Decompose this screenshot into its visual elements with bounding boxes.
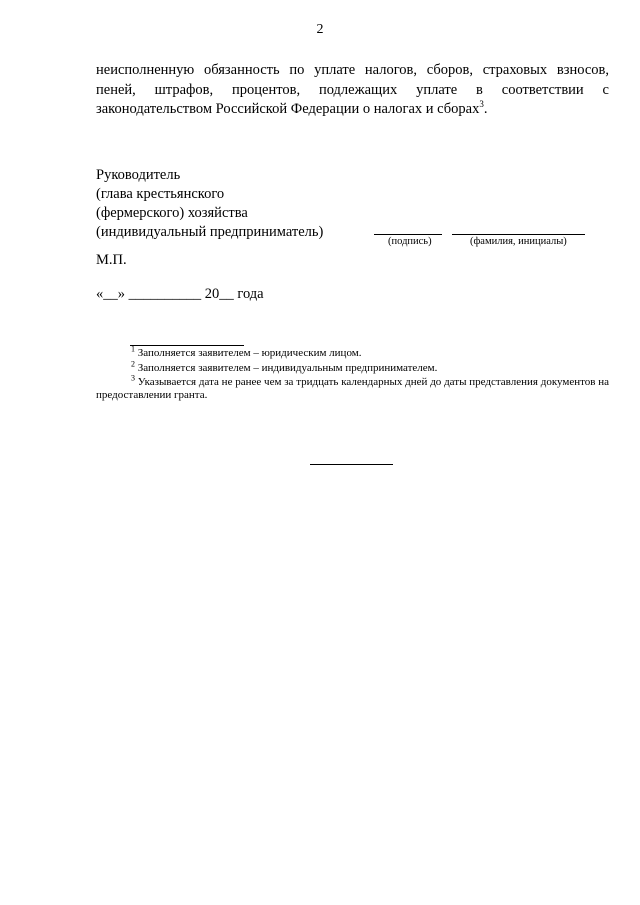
paragraph-end: . xyxy=(483,101,488,117)
footnote-2-mark: 2 xyxy=(131,359,135,369)
signature-caption: (подпись) xyxy=(388,236,432,247)
end-of-document-rule xyxy=(310,464,393,465)
footnote-ref: 3 xyxy=(479,99,484,110)
signature-line xyxy=(374,234,442,235)
signer-title-line-2: (глава крестьянского xyxy=(96,186,225,202)
page-number: 2 xyxy=(316,22,324,37)
footnote-3 xyxy=(96,373,609,402)
date-line: «__» __________ 20__ года xyxy=(96,286,264,302)
footnote-2 xyxy=(131,359,438,375)
body-paragraph xyxy=(96,61,609,120)
signer-title-line-3: (фермерского) хозяйства xyxy=(96,205,248,221)
seal-mark: М.П. xyxy=(96,252,127,268)
name-caption: (фамилия, инициалы) xyxy=(470,236,567,247)
footnote-separator xyxy=(130,345,244,346)
paragraph-text: неисполненную обязанность по уплате налогов, сборов, страховых взносов, пеней, штрафов, процентов, подлежащих уплате в соответствии с законодательством Российской Федерации о налогах и сборах xyxy=(96,62,609,117)
footnote-1 xyxy=(131,344,362,360)
signer-title-line-4: (индивидуальный предприниматель) xyxy=(96,224,324,240)
footnote-1-text: Заполняется заявителем – юридическим лицом. xyxy=(137,347,362,359)
name-line xyxy=(452,234,585,235)
signer-title-line-1: Руководитель xyxy=(96,167,181,183)
footnote-1-mark: 1 xyxy=(131,344,135,354)
footnote-3-mark: 3 xyxy=(131,373,135,383)
footnote-3-text: Указывается дата не ранее чем за тридцать календарных дней до даты представления документов на предоставлении гранта. xyxy=(96,376,609,401)
footnote-2-text: Заполняется заявителем – индивидуальным предпринимателем. xyxy=(137,362,438,374)
